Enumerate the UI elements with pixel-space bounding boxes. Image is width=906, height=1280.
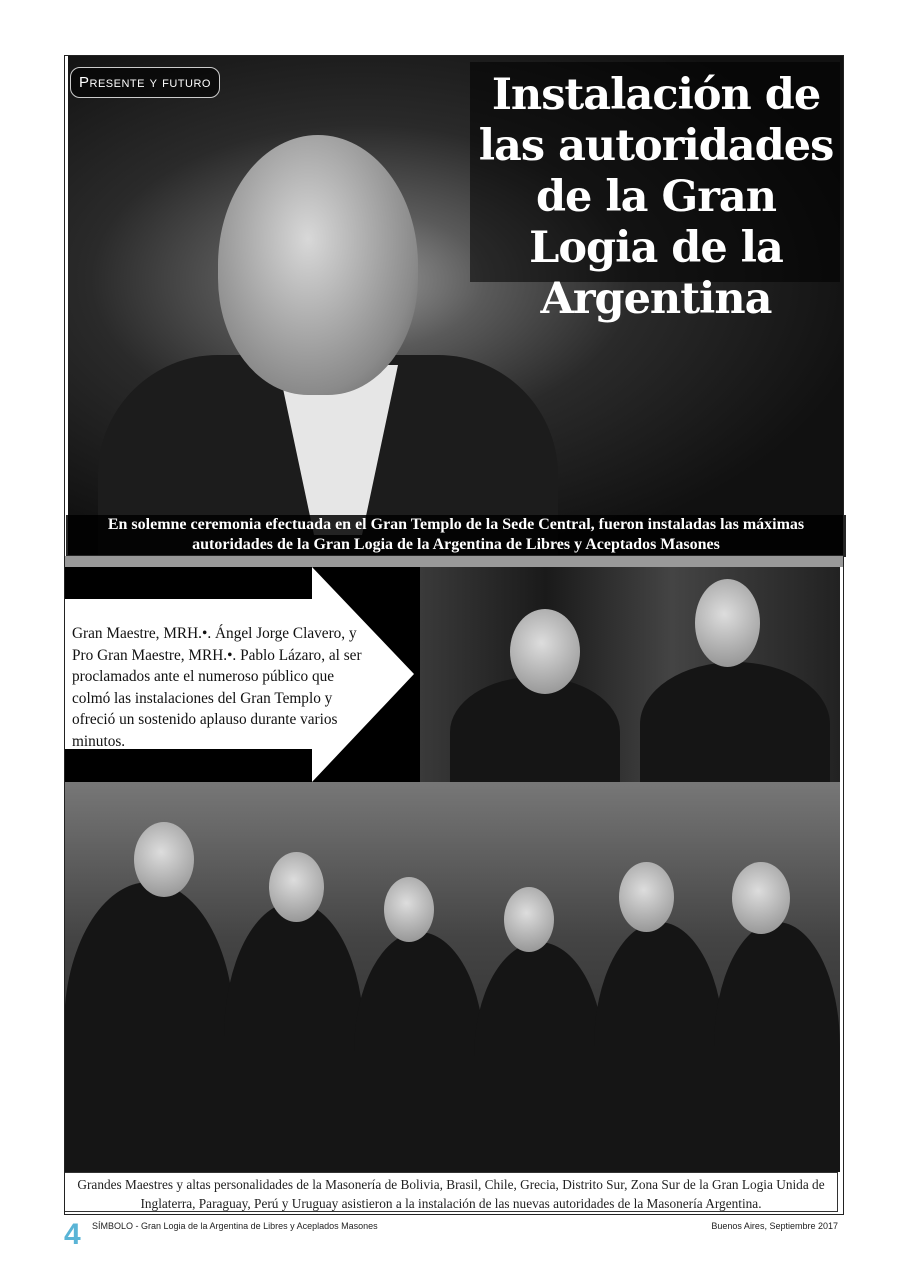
grand-masters-photo [420,567,840,782]
footer-date: Buenos Aires, Septiembre 2017 [711,1221,838,1231]
group-photo-caption: Grandes Maestres y altas personalidades de la Masonería de Bolivia, Brasil, Chile, Grecia, Distrito Sur, Zona Sur de la Gran Logia Unida de Inglaterra, Paraguay, Perú y Uruguay asistieron a la instalación de las nuevas autoridades de la Masonería Argentina. [64,1172,838,1212]
page-number: 4 [64,1218,81,1251]
article-title: Instalación de las autoridades de la Gran Logia de la Argentina [478,70,834,324]
footer-publication: SÍMBOLO - Gran Logia de la Argentina de Libres y Aceplados Masones [92,1221,378,1231]
arrow-caption: Gran Maestre, MRH.•. Ángel Jorge Clavero, y Pro Gran Maestre, MRH.•. Pablo Lázaro, al ser proclamados ante el numeroso público que colmó las instalaciones del Gran Templo y ofreció un sostenido aplauso durante varios minutos. [72,625,362,750]
divider-strip [64,556,844,567]
group-dignitaries-photo [64,782,840,1172]
lead-caption: En solemne ceremonia efectuada en el Gran Templo de la Sede Central, fueron instaladas las máximas autoridades de la Gran Logia de la Argentina de Libres y Aceptados Masones [66,515,846,557]
section-tag: Presente y futuro [70,67,220,98]
